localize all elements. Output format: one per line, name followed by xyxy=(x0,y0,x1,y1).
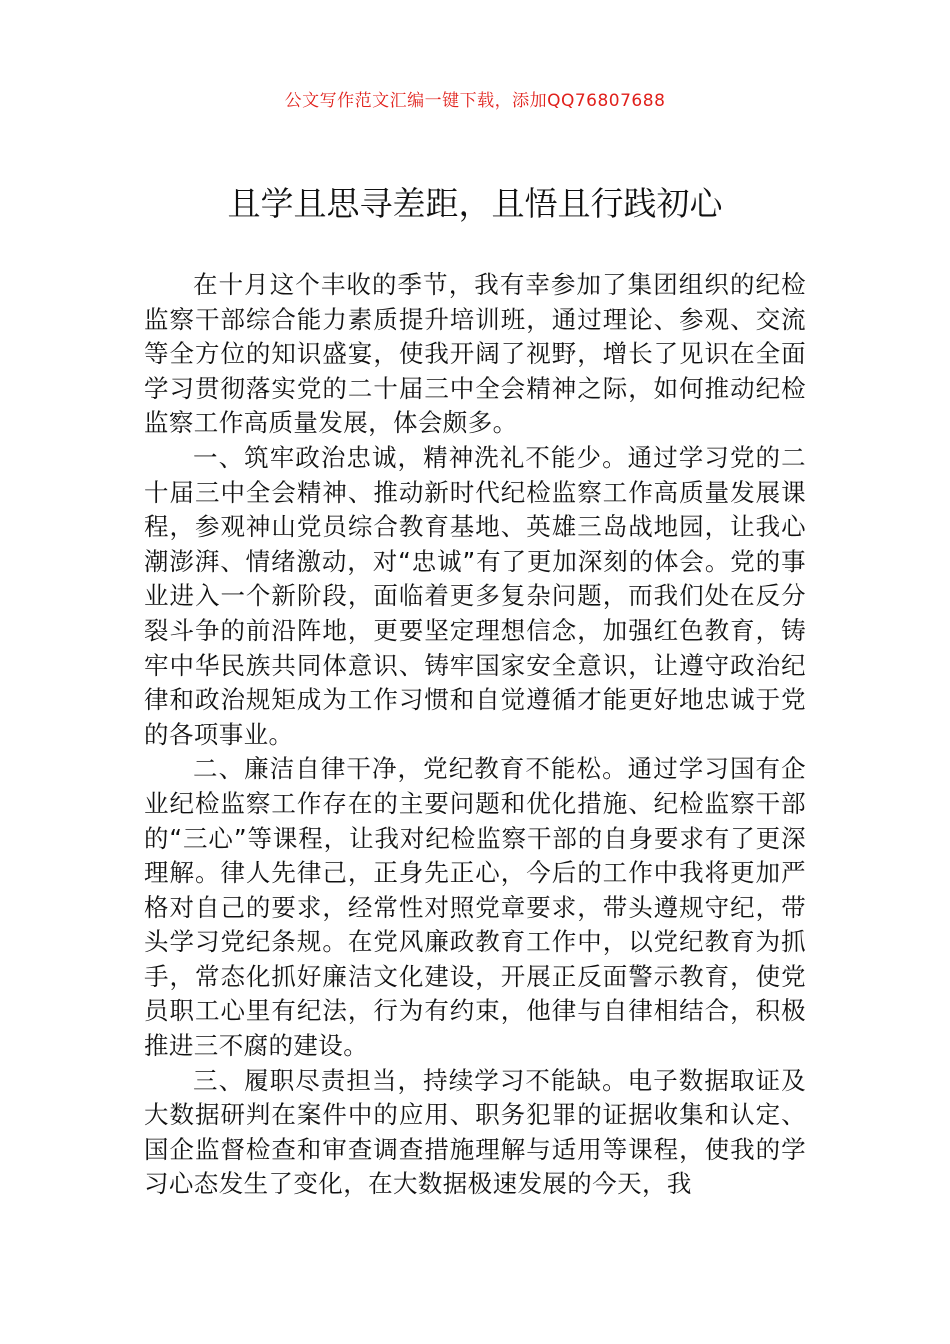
paragraph-section-3: 三、履职尽责担当，持续学习不能缺。电子数据取证及大数据研判在案件中的应用、职务犯罪的证据收集和认定、国企监督检查和审查调查措施理解与适用等课程，使我的学习心态发生了变化，在大数据极速发展的今天，我 xyxy=(144,1065,806,1199)
paragraph-section-2: 二、廉洁自律干净，党纪教育不能松。通过学习国有企业纪检监察工作存在的主要问题和优化措施、纪检监察干部的“三心”等课程，让我对纪检监察干部的自身要求有了更深理解。律人先律己，正身先正心，今后的工作中我将更加严格对自己的要求，经常性对照党章要求，带头遵规守纪，带头学习党纪条规。在党风廉政教育工作中，以党纪教育为抓手，常态化抓好廉洁文化建设，开展正反面警示教育，使党员职工心里有纪法，行为有约束，他律与自律相结合，积极推进三不腐的建设。 xyxy=(144,754,806,1061)
paragraph-intro: 在十月这个丰收的季节，我有幸参加了集团组织的纪检监察干部综合能力素质提升培训班，通过理论、参观、交流等全方位的知识盛宴，使我开阔了视野，增长了见识在全面学习贯彻落实党的二十届三中全会精神之际，如何推动纪检监察工作高质量发展，体会颇多。 xyxy=(144,270,806,438)
document-body xyxy=(144,268,806,1202)
document-title: 且学且思寻差距，且悟且行践初心 xyxy=(227,184,723,223)
download-notice: 公文写作范文汇编一键下载，添加QQ76807688 xyxy=(284,91,666,111)
paragraph-section-1: 一、筑牢政治忠诚，精神洗礼不能少。通过学习党的二十届三中全会精神、推动新时代纪检监察工作高质量发展课程，参观神山党员综合教育基地、英雄三岛战地园，让我心潮澎湃、情绪激动，对“忠诚”有了更加深刻的体会。党的事业进入一个新阶段，面临着更多复杂问题，而我们处在反分裂斗争的前沿阵地，更要坚定理想信念，加强红色教育，铸牢中华民族共同体意识、铸牢国家安全意识，让遵守政治纪律和政治规矩成为工作习惯和自觉遵循才能更好地忠诚于党的各项事业。 xyxy=(144,442,806,749)
